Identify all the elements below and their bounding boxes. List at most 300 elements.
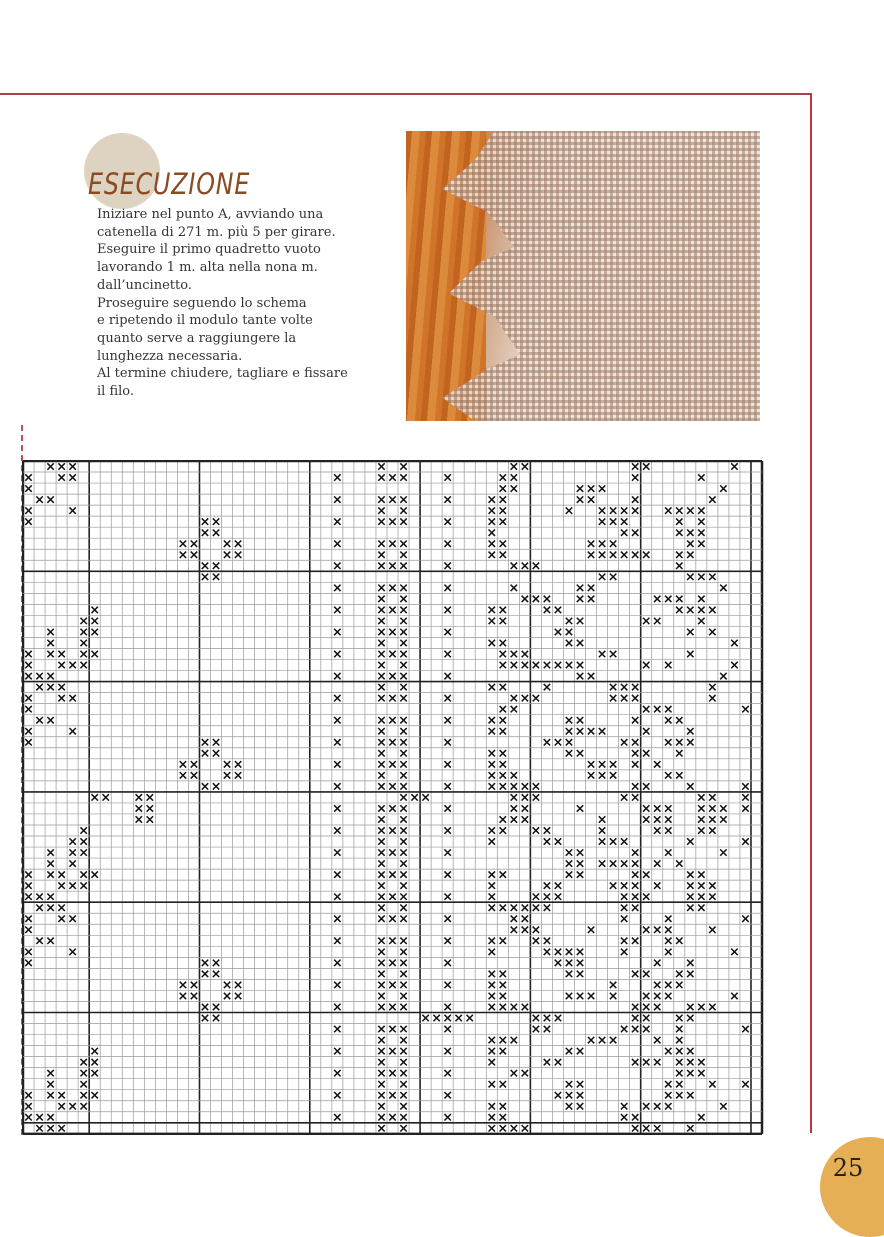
chart-cross-mark — [444, 629, 450, 635]
chart-cross-mark — [389, 1114, 395, 1120]
chart-cross-mark — [588, 772, 594, 778]
chart-cross-mark — [378, 905, 384, 911]
chart-cross-mark — [444, 541, 450, 547]
page-frame-right-rule — [810, 93, 812, 1133]
chart-cross-mark — [400, 871, 406, 877]
chart-cross-mark — [577, 640, 583, 646]
chart-cross-mark — [676, 860, 682, 866]
chart-cross-mark — [566, 971, 572, 977]
chart-cross-mark — [500, 1037, 506, 1043]
chart-cross-mark — [489, 761, 495, 767]
chart-cross-mark — [378, 949, 384, 955]
chart-cross-mark — [47, 684, 53, 690]
chart-cross-mark — [610, 552, 616, 558]
chart-cross-mark — [58, 463, 64, 469]
chart-cross-mark — [676, 518, 682, 524]
chart-cross-mark — [511, 927, 517, 933]
chart-cross-mark — [522, 783, 528, 789]
chart-cross-mark — [500, 1048, 506, 1054]
chart-cross-mark — [632, 474, 638, 480]
chart-cross-mark — [687, 1070, 693, 1076]
chart-cross-mark — [599, 485, 605, 491]
chart-cross-mark — [621, 916, 627, 922]
chart-cross-mark — [555, 662, 561, 668]
chart-cross-mark — [599, 552, 605, 558]
chart-cross-mark — [566, 739, 572, 745]
chart-cross-mark — [588, 927, 594, 933]
chart-cross-mark — [511, 783, 517, 789]
chart-cross-mark — [632, 971, 638, 977]
chart-cross-mark — [69, 849, 75, 855]
chart-cross-mark — [213, 1004, 219, 1010]
chart-cross-mark — [566, 750, 572, 756]
chart-cross-mark — [191, 772, 197, 778]
chart-cross-mark — [378, 1092, 384, 1098]
chart-cross-mark — [224, 552, 230, 558]
chart-cross-mark — [47, 673, 53, 679]
chart-cross-mark — [25, 916, 31, 922]
chart-cross-mark — [577, 596, 583, 602]
chart-cross-mark — [334, 1026, 340, 1032]
chart-cross-mark — [566, 949, 572, 955]
chart-cross-mark — [69, 949, 75, 955]
chart-cross-mark — [533, 905, 539, 911]
chart-cross-mark — [444, 739, 450, 745]
chart-cross-mark — [643, 1015, 649, 1021]
chart-cross-mark — [378, 816, 384, 822]
chart-cross-mark — [80, 618, 86, 624]
chart-cross-mark — [654, 706, 660, 712]
chart-cross-mark — [25, 673, 31, 679]
chart-cross-mark — [555, 960, 561, 966]
chart-cross-mark — [444, 673, 450, 679]
chart-cross-mark — [676, 750, 682, 756]
chart-cross-mark — [91, 1048, 97, 1054]
instruction-line: lavorando 1 m. alta nella nona m. — [97, 260, 318, 276]
chart-cross-mark — [500, 507, 506, 513]
chart-cross-mark — [400, 1048, 406, 1054]
chart-cross-mark — [511, 706, 517, 712]
chart-cross-mark — [599, 827, 605, 833]
chart-cross-mark — [69, 662, 75, 668]
chart-cross-mark — [577, 1092, 583, 1098]
chart-cross-mark — [599, 838, 605, 844]
chart-cross-mark — [621, 794, 627, 800]
chart-cross-mark — [489, 1004, 495, 1010]
chart-cross-mark — [58, 474, 64, 480]
chart-cross-mark — [643, 706, 649, 712]
chart-cross-mark — [709, 1081, 715, 1087]
chart-cross-mark — [676, 563, 682, 569]
chart-cross-mark — [489, 1037, 495, 1043]
chart-cross-mark — [632, 739, 638, 745]
chart-cross-mark — [511, 585, 517, 591]
chart-cross-mark — [500, 993, 506, 999]
chart-cross-mark — [621, 552, 627, 558]
chart-cross-mark — [709, 827, 715, 833]
chart-cross-mark — [709, 607, 715, 613]
chart-cross-mark — [621, 529, 627, 535]
chart-cross-mark — [58, 1092, 64, 1098]
chart-cross-mark — [544, 662, 550, 668]
chart-cross-mark — [643, 662, 649, 668]
chart-cross-mark — [136, 816, 142, 822]
chart-cross-mark — [742, 794, 748, 800]
chart-cross-mark — [444, 827, 450, 833]
chart-cross-mark — [544, 607, 550, 613]
chart-cross-mark — [665, 816, 671, 822]
chart-cross-mark — [224, 772, 230, 778]
chart-cross-mark — [213, 1015, 219, 1021]
chart-cross-mark — [643, 552, 649, 558]
chart-cross-mark — [720, 585, 726, 591]
chart-cross-mark — [400, 860, 406, 866]
chart-cross-mark — [47, 849, 53, 855]
chart-cross-mark — [643, 750, 649, 756]
chart-cross-mark — [533, 695, 539, 701]
chart-cross-mark — [544, 893, 550, 899]
chart-cross-mark — [202, 563, 208, 569]
chart-cross-mark — [698, 1004, 704, 1010]
chart-cross-mark — [36, 905, 42, 911]
chart-cross-mark — [687, 783, 693, 789]
chart-cross-mark — [511, 1004, 517, 1010]
chart-cross-mark — [235, 982, 241, 988]
chart-cross-mark — [180, 552, 186, 558]
chart-cross-mark — [632, 938, 638, 944]
chart-cross-mark — [489, 882, 495, 888]
chart-cross-mark — [654, 993, 660, 999]
chart-cross-mark — [400, 507, 406, 513]
chart-cross-mark — [80, 838, 86, 844]
chart-cross-mark — [599, 772, 605, 778]
chart-cross-mark — [378, 507, 384, 513]
chart-cross-mark — [720, 1103, 726, 1109]
chart-cross-mark — [80, 1103, 86, 1109]
chart-cross-mark — [709, 805, 715, 811]
chart-cross-mark — [489, 750, 495, 756]
chart-cross-mark — [444, 1114, 450, 1120]
chart-cross-mark — [676, 772, 682, 778]
chart-cross-mark — [489, 541, 495, 547]
chart-cross-mark — [213, 739, 219, 745]
chart-cross-mark — [654, 618, 660, 624]
chart-cross-mark — [500, 640, 506, 646]
chart-cross-mark — [400, 673, 406, 679]
chart-cross-mark — [489, 827, 495, 833]
chart-cross-mark — [665, 772, 671, 778]
chart-cross-mark — [588, 673, 594, 679]
chart-cross-mark — [687, 971, 693, 977]
chart-cross-mark — [511, 1125, 517, 1131]
chart-cross-mark — [378, 849, 384, 855]
chart-cross-mark — [400, 1125, 406, 1131]
chart-cross-mark — [378, 805, 384, 811]
chart-cross-mark — [400, 838, 406, 844]
chart-cross-mark — [58, 882, 64, 888]
chart-cross-mark — [400, 893, 406, 899]
chart-cross-mark — [632, 871, 638, 877]
chart-cross-mark — [47, 860, 53, 866]
chart-cross-mark — [632, 849, 638, 855]
instruction-line: dall’uncinetto. — [97, 277, 192, 293]
chart-cross-mark — [136, 805, 142, 811]
chart-cross-mark — [665, 1103, 671, 1109]
chart-cross-mark — [588, 552, 594, 558]
chart-cross-mark — [334, 893, 340, 899]
chart-cross-mark — [489, 1114, 495, 1120]
chart-cross-mark — [389, 695, 395, 701]
chart-cross-mark — [599, 1037, 605, 1043]
chart-cross-mark — [577, 618, 583, 624]
chart-cross-mark — [709, 794, 715, 800]
chart-cross-mark — [25, 1114, 31, 1120]
chart-cross-mark — [378, 585, 384, 591]
chart-cross-mark — [577, 949, 583, 955]
chart-cross-mark — [400, 827, 406, 833]
chart-cross-mark — [632, 794, 638, 800]
chart-cross-mark — [378, 717, 384, 723]
chart-cross-mark — [654, 1103, 660, 1109]
instruction-line: e ripetendo il modulo tante volte — [97, 313, 313, 329]
chart-cross-mark — [47, 496, 53, 502]
chart-cross-mark — [511, 805, 517, 811]
chart-cross-mark — [180, 761, 186, 767]
chart-cross-mark — [489, 982, 495, 988]
chart-cross-mark — [500, 1081, 506, 1087]
chart-cross-mark — [400, 1037, 406, 1043]
chart-cross-mark — [489, 728, 495, 734]
chart-cross-mark — [555, 838, 561, 844]
chart-cross-mark — [522, 905, 528, 911]
chart-cross-mark — [742, 706, 748, 712]
chart-cross-mark — [378, 463, 384, 469]
chart-cross-mark — [378, 1114, 384, 1120]
chart-cross-mark — [444, 871, 450, 877]
chart-cross-mark — [69, 728, 75, 734]
chart-cross-mark — [511, 651, 517, 657]
chart-cross-mark — [444, 1092, 450, 1098]
chart-cross-mark — [621, 882, 627, 888]
chart-cross-mark — [180, 993, 186, 999]
chart-cross-mark — [665, 662, 671, 668]
chart-cross-mark — [676, 552, 682, 558]
chart-cross-mark — [687, 1004, 693, 1010]
chart-cross-mark — [621, 949, 627, 955]
chart-cross-mark — [378, 893, 384, 899]
chart-cross-mark — [500, 1125, 506, 1131]
chart-cross-mark — [202, 739, 208, 745]
chart-cross-mark — [687, 893, 693, 899]
chart-cross-mark — [698, 816, 704, 822]
chart-cross-mark — [577, 1048, 583, 1054]
chart-cross-mark — [400, 552, 406, 558]
chart-cross-mark — [610, 695, 616, 701]
chart-cross-mark — [643, 1004, 649, 1010]
chart-cross-mark — [632, 1114, 638, 1120]
chart-cross-mark — [213, 971, 219, 977]
chart-cross-mark — [621, 1103, 627, 1109]
chart-cross-mark — [643, 618, 649, 624]
chart-cross-mark — [621, 507, 627, 513]
chart-cross-mark — [444, 982, 450, 988]
chart-cross-mark — [489, 607, 495, 613]
chart-cross-mark — [334, 827, 340, 833]
chart-cross-mark — [489, 518, 495, 524]
chart-cross-mark — [334, 629, 340, 635]
chart-cross-mark — [400, 1059, 406, 1065]
chart-cross-mark — [665, 1081, 671, 1087]
chart-cross-mark — [522, 563, 528, 569]
chart-cross-mark — [400, 1004, 406, 1010]
chart-cross-mark — [69, 507, 75, 513]
chart-cross-mark — [334, 739, 340, 745]
chart-cross-mark — [643, 805, 649, 811]
chart-cross-mark — [500, 717, 506, 723]
chart-cross-mark — [444, 1015, 450, 1021]
chart-cross-mark — [676, 1059, 682, 1065]
chart-cross-mark — [91, 618, 97, 624]
chart-cross-mark — [720, 805, 726, 811]
chart-cross-mark — [709, 893, 715, 899]
chart-cross-mark — [334, 607, 340, 613]
chart-cross-mark — [709, 695, 715, 701]
chart-cross-mark — [599, 507, 605, 513]
chart-cross-mark — [566, 960, 572, 966]
chart-cross-mark — [588, 585, 594, 591]
chart-cross-mark — [213, 783, 219, 789]
chart-cross-mark — [378, 960, 384, 966]
chart-cross-mark — [500, 783, 506, 789]
chart-cross-mark — [378, 739, 384, 745]
chart-cross-mark — [643, 1026, 649, 1032]
chart-cross-mark — [400, 1070, 406, 1076]
chart-cross-mark — [47, 938, 53, 944]
chart-cross-mark — [202, 518, 208, 524]
chart-cross-mark — [334, 1114, 340, 1120]
chart-cross-mark — [378, 1059, 384, 1065]
chart-cross-mark — [687, 960, 693, 966]
chart-cross-mark — [522, 805, 528, 811]
instruction-line: Iniziare nel punto A, avviando una — [97, 207, 324, 222]
chart-cross-mark — [378, 673, 384, 679]
chart-cross-mark — [577, 728, 583, 734]
chart-cross-mark — [643, 728, 649, 734]
chart-cross-mark — [610, 518, 616, 524]
chart-cross-mark — [676, 1048, 682, 1054]
chart-cross-mark — [599, 816, 605, 822]
chart-cross-mark — [334, 1004, 340, 1010]
chart-cross-mark — [632, 1059, 638, 1065]
chart-cross-mark — [555, 1015, 561, 1021]
chart-cross-mark — [665, 982, 671, 988]
chart-cross-mark — [698, 1059, 704, 1065]
chart-cross-mark — [400, 1103, 406, 1109]
chart-cross-mark — [654, 1125, 660, 1131]
chart-cross-mark — [511, 463, 517, 469]
instruction-line: catenella di 271 m. più 5 per girare. — [97, 224, 336, 240]
chart-cross-mark — [378, 750, 384, 756]
chart-cross-mark — [47, 871, 53, 877]
chart-cross-mark — [632, 750, 638, 756]
chart-cross-mark — [643, 971, 649, 977]
chart-cross-mark — [511, 905, 517, 911]
chart-cross-mark — [58, 916, 64, 922]
chart-cross-mark — [378, 882, 384, 888]
chart-cross-mark — [632, 893, 638, 899]
chart-cross-mark — [511, 563, 517, 569]
chart-cross-mark — [522, 927, 528, 933]
chart-cross-mark — [698, 871, 704, 877]
chart-cross-mark — [522, 1070, 528, 1076]
chart-cross-mark — [621, 1114, 627, 1120]
chart-cross-mark — [489, 1059, 495, 1065]
chart-cross-mark — [80, 651, 86, 657]
chart-cross-mark — [566, 849, 572, 855]
chart-cross-mark — [533, 938, 539, 944]
chart-cross-mark — [69, 474, 75, 480]
chart-cross-mark — [213, 750, 219, 756]
chart-cross-mark — [202, 529, 208, 535]
chart-cross-mark — [610, 860, 616, 866]
chart-cross-mark — [25, 695, 31, 701]
chart-cross-mark — [69, 860, 75, 866]
chart-cross-mark — [444, 695, 450, 701]
chart-cross-mark — [698, 893, 704, 899]
chart-cross-mark — [511, 1037, 517, 1043]
chart-cross-mark — [698, 596, 704, 602]
chart-cross-mark — [610, 651, 616, 657]
chart-cross-mark — [444, 1026, 450, 1032]
lace-photo — [406, 131, 760, 421]
chart-cross-mark — [25, 728, 31, 734]
chart-cross-mark — [489, 618, 495, 624]
chart-cross-mark — [654, 1037, 660, 1043]
chart-cross-mark — [577, 1081, 583, 1087]
chart-cross-mark — [400, 971, 406, 977]
chart-cross-mark — [378, 860, 384, 866]
chart-cross-mark — [489, 905, 495, 911]
chart-cross-mark — [334, 849, 340, 855]
chart-cross-mark — [566, 993, 572, 999]
chart-cross-mark — [687, 541, 693, 547]
chart-cross-mark — [522, 816, 528, 822]
chart-cross-mark — [632, 717, 638, 723]
chart-cross-mark — [444, 717, 450, 723]
chart-cross-mark — [676, 1081, 682, 1087]
chart-cross-mark — [687, 739, 693, 745]
chart-cross-mark — [69, 916, 75, 922]
chart-cross-mark — [36, 496, 42, 502]
chart-cross-mark — [676, 529, 682, 535]
chart-cross-mark — [400, 849, 406, 855]
chart-cross-mark — [378, 607, 384, 613]
instruction-line: Al termine chiudere, tagliare e fissare — [97, 366, 348, 382]
chart-cross-mark — [500, 662, 506, 668]
chart-cross-mark — [500, 552, 506, 558]
chart-cross-mark — [533, 794, 539, 800]
chart-cross-mark — [566, 717, 572, 723]
chart-cross-mark — [709, 927, 715, 933]
chart-cross-mark — [58, 651, 64, 657]
chart-cross-mark — [25, 1092, 31, 1098]
chart-cross-mark — [444, 1070, 450, 1076]
chart-cross-mark — [47, 1125, 53, 1131]
chart-cross-mark — [632, 684, 638, 690]
chart-cross-mark — [91, 871, 97, 877]
chart-cross-mark — [676, 982, 682, 988]
chart-cross-mark — [643, 816, 649, 822]
